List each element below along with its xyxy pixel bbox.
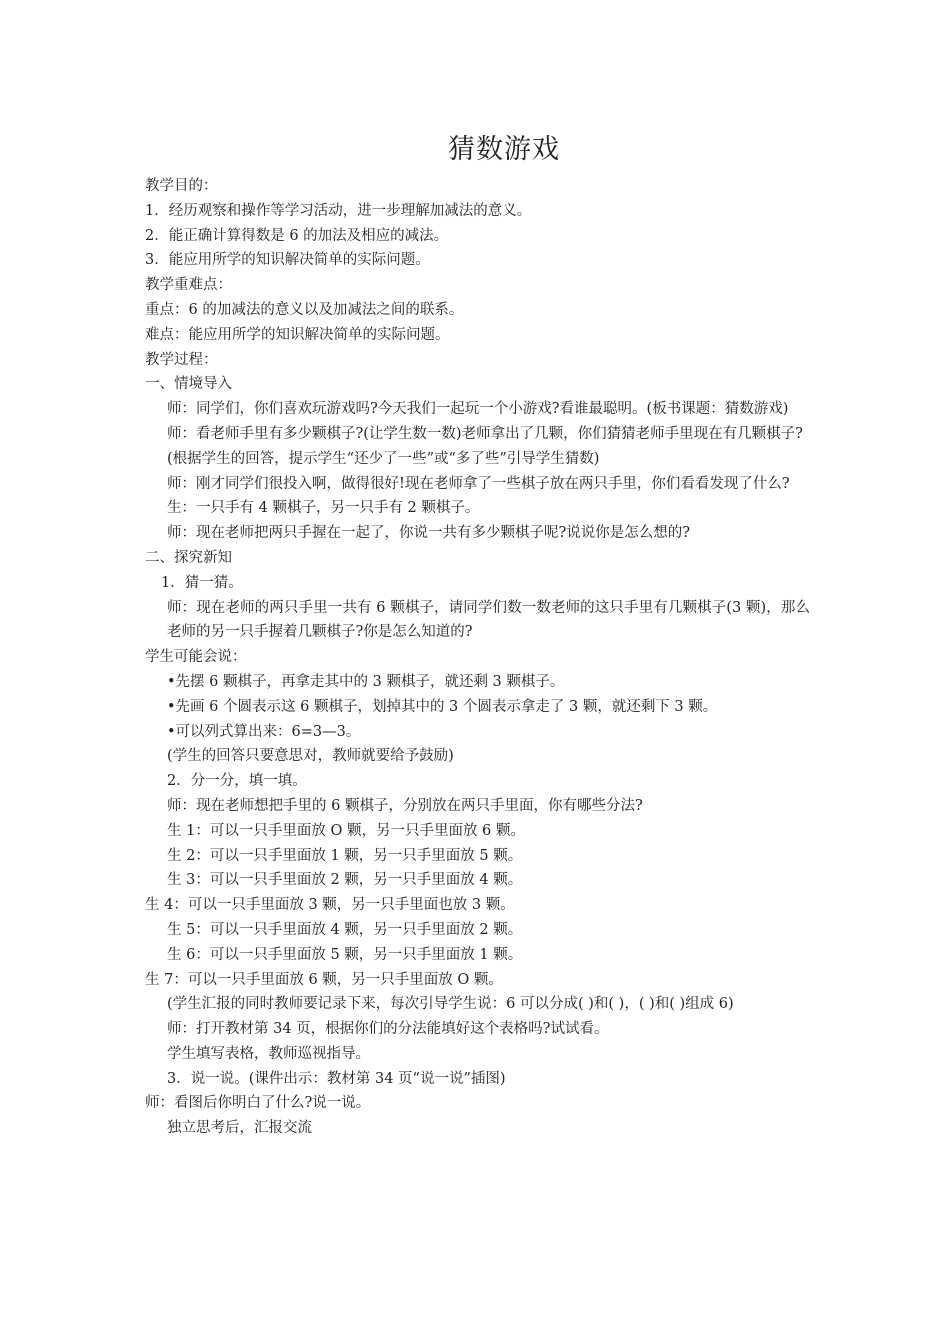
paragraph: 2．能正确计算得数是 6 的加法及相应的减法。 [145,227,449,244]
paragraph: 生：一只手有 4 颗棋子，另一只手有 2 颗棋子。 [167,500,480,517]
paragraph: 教学目的： [145,178,218,194]
paragraph: 3．说一说。(课件出示：教材第 34 页“说一说”插图) [167,1070,506,1087]
paragraph: 独立思考后，汇报交流 [167,1120,312,1137]
paragraph: 重点：6 的加减法的意义以及加减法之间的联系。 [145,301,464,318]
paragraph: 1．猜一猜。 [161,574,243,591]
paragraph: 师：现在老师把两只手握在一起了，你说一共有多少颗棋子呢?说说你是怎么想的? [167,525,691,542]
paragraph: 2．分一分，填一填。 [167,773,307,790]
paragraph: 师：现在老师想把手里的 6 颗棋子，分别放在两只手里面，你有哪些分法? [167,797,643,814]
paragraph: 生 4：可以一只手里面放 3 颗，另一只手里面也放 3 颗。 [145,897,515,914]
paragraph: 1．经历观察和操作等学习活动，进一步理解加减法的意义。 [145,202,532,219]
paragraph: 生 6：可以一只手里面放 5 颗，另一只手里面放 1 颗。 [167,946,523,963]
page-title: 猜数游戏 [448,134,560,165]
paragraph: 难点：能应用所学的知识解决简单的实际问题。 [145,326,450,343]
paragraph: 教学重难点： [145,277,232,294]
paragraph: (学生的回答只要意思对，教师就要给予鼓励) [167,748,454,765]
paragraph: 生 2：可以一只手里面放 1 颗，另一只手里面放 5 颗。 [167,847,523,864]
paragraph: 师：打开教材第 34 页，根据你们的分法能填好这个表格吗?试试看。 [167,1021,609,1038]
document-body [145,174,810,1141]
paragraph: •可以列式算出来：6=3—3。 [167,723,361,740]
paragraph: 生 5：可以一只手里面放 4 颗，另一只手里面放 2 颗。 [167,921,523,938]
paragraph: 生 1：可以一只手里面放 O 颗，另一只手里面放 6 颗。 [167,822,525,839]
paragraph: 师：同学们，你们喜欢玩游戏吗?今天我们一起玩一个小游戏?看谁最聪明。(板书课题：猜数游戏) [167,401,789,418]
paragraph: •先摆 6 颗棋子，再拿走其中的 3 颗棋子，就还剩 3 颗棋子。 [167,673,565,690]
paragraph: 3．能应用所学的知识解决简单的实际问题。 [145,252,430,269]
paragraph: 师：现在老师的两只手里一共有 6 颗棋子，请同学们数一数老师的这只手里有几颗棋子(3 颗)，那么老师的另一只手握着几颗棋子?你是怎么知道的? [167,599,810,641]
paragraph: •先画 6 个圆表示这 6 颗棋子，划掉其中的 3 个圆表示拿走了 3 颗，就还剩下 3 颗。 [167,698,718,715]
paragraph: 学生可能会说： [145,649,247,666]
paragraph: 教学过程： [145,351,218,368]
paragraph: (根据学生的回答，提示学生“还少了一些”或“多了些”引导学生猜数) [167,450,600,467]
paragraph: 生 7：可以一只手里面放 6 颗，另一只手里面放 O 颗。 [145,971,503,988]
paragraph: 二、探究新知 [145,549,232,566]
paragraph: 学生填写表格，教师巡视指导。 [167,1045,370,1062]
paragraph: 师：看图后你明白了什么?说一说。 [145,1095,371,1112]
paragraph: 生 3：可以一只手里面放 2 颗，另一只手里面放 4 颗。 [167,872,523,889]
paragraph: (学生汇报的同时教师要记录下来，每次引导学生说：6 可以分成( )和( )，( )和( )组成 6) [167,996,734,1013]
paragraph: 师：看老师手里有多少颗棋子?(让学生数一数)老师拿出了几颗，你们猜猜老师手里现在有几颗棋子? [167,425,803,442]
paragraph: 一、情境导入 [145,376,232,393]
paragraph: 师：刚才同学们很投入啊，做得很好!现在老师拿了一些棋子放在两只手里，你们看看发现了什么? [167,475,790,492]
